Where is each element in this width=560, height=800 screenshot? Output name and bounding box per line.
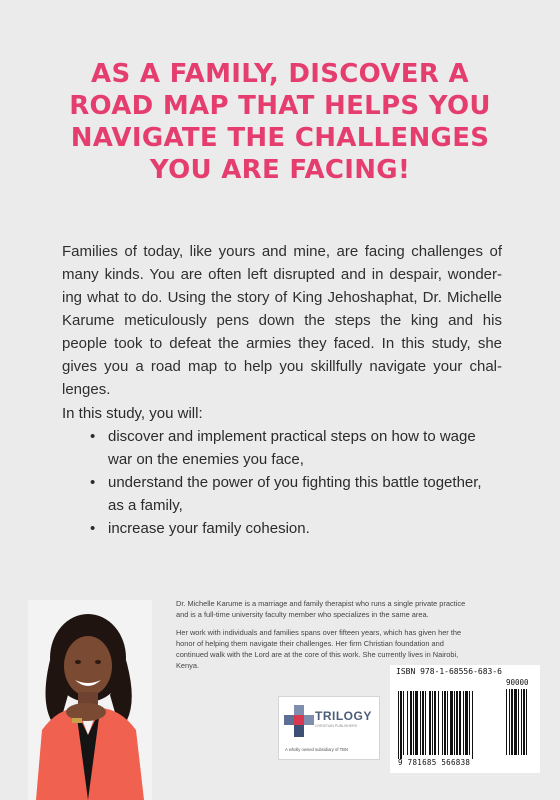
isbn: ISBN 978-1-68556-683-6 xyxy=(396,667,502,676)
bio-paragraph xyxy=(176,598,536,620)
bio-line: honor of helping them navigate their challenges. Her firm Christian foundation and xyxy=(176,639,444,648)
description-line: Families of today, like yours and mine, are facing challenges of xyxy=(62,243,502,260)
list-item xyxy=(90,471,510,517)
bullet-list xyxy=(90,425,510,540)
bullet-icon: • xyxy=(90,428,96,445)
bullet-line: increase your family cohesion. xyxy=(108,520,310,537)
bullets-intro: In this study, you will: xyxy=(62,405,203,422)
bio-line: continued walk with the Lord are at the core of this work. She currently lives in Nairobi, xyxy=(176,650,459,659)
description-line: gives you a road map to help you skillfully navigate your chal- xyxy=(62,358,502,375)
headline-line: AS A FAMILY, DISCOVER A xyxy=(91,59,469,89)
bullet-icon: • xyxy=(90,474,96,491)
publisher-tagline: CHRISTIAN PUBLISHERS xyxy=(315,724,358,728)
bullet-line: war on the enemies you face, xyxy=(108,451,304,468)
barcode xyxy=(390,665,540,773)
headline xyxy=(40,58,520,186)
description-line: many kinds. You are often left disrupted and in despair, wonder- xyxy=(62,266,502,283)
trilogy-cross-icon xyxy=(284,705,314,739)
author-portrait-icon xyxy=(28,600,152,800)
description-line: ing what to do. Using the story of King Jehoshaphat, Dr. Michelle xyxy=(62,289,502,306)
bio-line: Kenya. xyxy=(176,661,200,670)
description-line: Karume meticulously pens down the steps the king and his xyxy=(62,312,502,329)
barcode-digits: 9 781685 566838 xyxy=(398,758,471,767)
bullet-icon: • xyxy=(90,520,96,537)
headline-line: YOU ARE FACING! xyxy=(149,155,411,185)
description xyxy=(62,240,502,401)
bio-line: Dr. Michelle Karume is a marriage and family therapist who runs a single private practice xyxy=(176,599,466,608)
author-photo xyxy=(28,600,152,800)
bio-line: Her work with individuals and families spans over fifteen years, which has given her the xyxy=(176,628,462,637)
list-item xyxy=(90,517,510,540)
bullet-line: as a family, xyxy=(108,497,183,514)
list-item xyxy=(90,425,510,471)
barcode-bars-icon xyxy=(390,665,540,773)
headline-line: ROAD MAP THAT HELPS YOU xyxy=(69,91,491,121)
publisher-logo xyxy=(278,696,380,760)
bio-line: and is a full-time university faculty member who specializes in the same area. xyxy=(176,610,429,619)
price-code: 90000 xyxy=(506,678,529,687)
description-line: people took to defeat the armies they faced. In this study, she xyxy=(62,335,502,352)
headline-line: NAVIGATE THE CHALLENGES xyxy=(70,123,490,153)
bullet-line: discover and implement practical steps on how to wage xyxy=(108,428,476,445)
publisher-name: TRILOGY xyxy=(315,709,372,723)
bullet-line: understand the power of you fighting this battle together, xyxy=(108,474,482,491)
description-line: lenges. xyxy=(62,381,111,398)
publisher-subsidiary: A wholly owned subsidiary of TBN xyxy=(285,747,348,752)
